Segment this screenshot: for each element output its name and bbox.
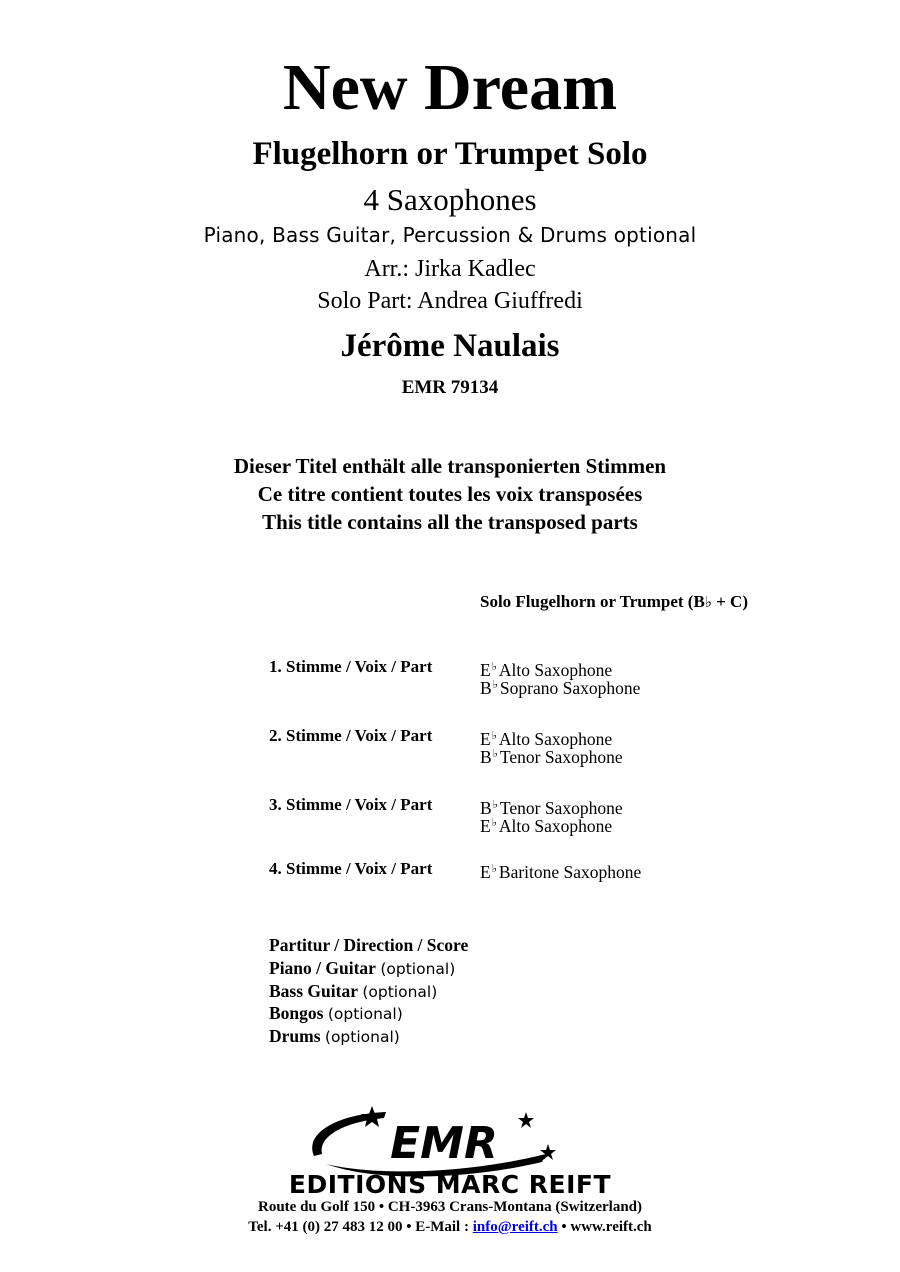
email-link[interactable]: info@reift.ch [472,1219,558,1235]
flat-symbol: ♭ [492,799,498,811]
extra-name: Bongos [269,1003,324,1023]
instrument-name: Alto Saxophone [498,729,613,749]
website: • www.reift.ch [557,1219,652,1235]
extra-name: Drums [269,1026,321,1046]
key-letter: E [480,816,491,836]
extra-drums [269,1025,400,1048]
flat-symbol: ♭ [491,661,497,673]
extra-score [269,934,468,956]
part-label-4: 4. Stimme / Voix / Part [269,859,433,878]
solo-instrument: Flugelhorn or Trumpet Solo [252,136,648,172]
publisher-name: EDITIONS MARC REIFT [288,1170,612,1199]
publisher-contact [0,1217,900,1237]
extra-piano-guitar [269,957,455,980]
extra-note: (optional) [380,960,456,978]
notice-german: Dieser Titel enthält alle transponierten Stimmen [233,454,667,478]
key-letter: B [480,798,492,818]
publisher-address: Route du Golf 150 • CH-3963 Crans-Montana (Switzerland) [258,1199,642,1215]
arranger: Arr.: Jirka Kadlec [364,256,536,282]
flat-symbol: ♭ [704,593,712,611]
flat-symbol: ♭ [491,817,497,829]
star-icon [361,1106,383,1127]
solo-part-credit: Solo Part: Andrea Giuffredi [317,288,583,314]
key-letter: B [480,747,492,767]
solo-part-heading [480,590,748,614]
catalog-number: EMR 79134 [401,377,499,398]
flat-symbol: ♭ [491,730,497,742]
extra-name: Piano / Guitar [269,958,376,978]
extra-note: (optional) [362,983,438,1001]
flat-symbol: ♭ [492,679,498,691]
flat-symbol: ♭ [492,748,498,760]
telephone: Tel. +41 (0) 27 483 12 00 • E-Mail : [248,1219,473,1235]
extra-note: (optional) [324,1028,400,1046]
solo-heading-suffix: + C) [711,592,748,611]
extra-note: (optional) [327,1005,403,1023]
notice-english: This title contains all the transposed parts [262,510,638,534]
key-letter: E [480,660,491,680]
key-letter: E [480,729,491,749]
extra-bongos [269,1002,403,1025]
logo-text: EMR [390,1118,498,1169]
star-icon [518,1112,534,1128]
instrument-name: Soprano Saxophone [499,678,641,698]
part-3-instrument-2 [480,814,612,835]
part-4-instrument-1 [480,860,641,881]
piece-title: New Dream [282,51,618,124]
extra-name: Partitur / Direction / Score [269,935,469,955]
part-label-1: 1. Stimme / Voix / Part [269,657,433,676]
extra-bass-guitar [269,980,437,1003]
instrument-name: Alto Saxophone [498,816,613,836]
notice-french: Ce titre contient toutes les voix transposées [257,482,643,506]
part-1-instrument-2 [480,676,640,697]
instrument-name: Tenor Saxophone [499,798,623,818]
optional-instruments: Piano, Bass Guitar, Percussion & Drums optional [203,223,697,247]
instrument-name: Tenor Saxophone [499,747,623,767]
key-letter: E [480,862,491,882]
ensemble: 4 Saxophones [363,182,537,217]
key-letter: B [480,678,492,698]
part-label-3: 3. Stimme / Voix / Part [269,795,433,814]
extra-name: Bass Guitar [269,981,358,1001]
flat-symbol: ♭ [491,863,497,875]
composer: Jérôme Naulais [340,328,560,364]
solo-heading-prefix: Solo Flugelhorn or Trumpet (B [480,592,705,611]
instrument-name: Baritone Saxophone [498,862,642,882]
part-label-2: 2. Stimme / Voix / Part [269,726,433,745]
instrument-name: Alto Saxophone [498,660,613,680]
part-2-instrument-2 [480,745,623,766]
